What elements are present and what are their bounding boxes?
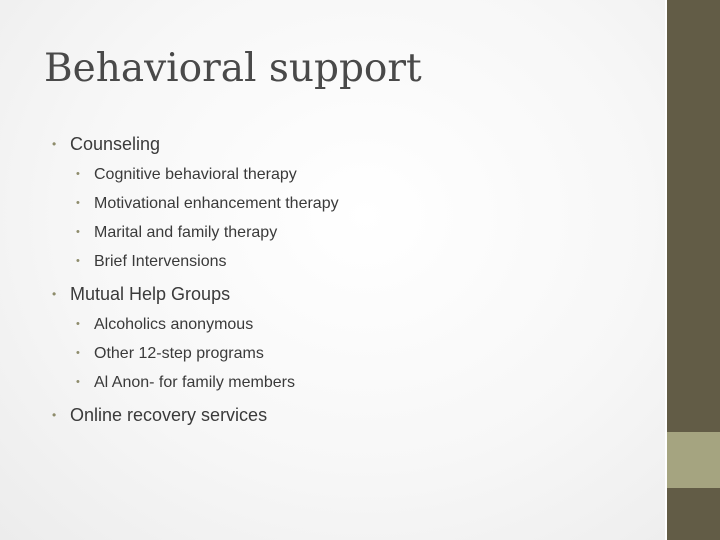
sub-bullet-text: Motivational enhancement therapy [94,195,339,212]
sub-bullet-text: Al Anon- for family members [94,374,295,391]
bullet-item [52,403,652,427]
bullet-icon: • [76,168,80,180]
sub-bullet-item [76,310,652,339]
bullet-icon: • [52,408,57,422]
bullet-text: Online recovery services [70,405,268,425]
sub-bullet-text: Marital and family therapy [94,224,278,241]
bullet-icon: • [52,287,57,301]
sidebar-accent-block [667,432,720,488]
slide-title: Behavioral support [44,46,422,91]
sub-bullet-text: Brief Intervensions [94,253,227,270]
bullet-icon: • [76,376,80,388]
bullet-icon: • [76,226,80,238]
sub-bullet-item [76,368,652,397]
bullet-icon: • [76,318,80,330]
sub-bullet-item [76,247,652,276]
bullet-item [52,132,652,276]
bullet-icon: • [52,137,57,151]
bullet-icon: • [76,347,80,359]
sub-bullet-list [70,310,652,397]
sub-bullet-text: Alcoholics anonymous [94,316,254,333]
sub-bullet-list [70,160,652,276]
sub-bullet-item [76,339,652,368]
sub-bullet-item [76,218,652,247]
sub-bullet-item [76,160,652,189]
bullet-text: Counseling [70,134,161,154]
bullet-icon: • [76,197,80,209]
bullet-text: Mutual Help Groups [70,284,231,304]
bullet-list [52,132,652,433]
sub-bullet-text: Other 12-step programs [94,345,264,362]
bullet-item [52,282,652,397]
sub-bullet-item [76,189,652,218]
bullet-icon: • [76,255,80,267]
decorative-sidebar [667,0,720,540]
sub-bullet-text: Cognitive behavioral therapy [94,166,297,183]
